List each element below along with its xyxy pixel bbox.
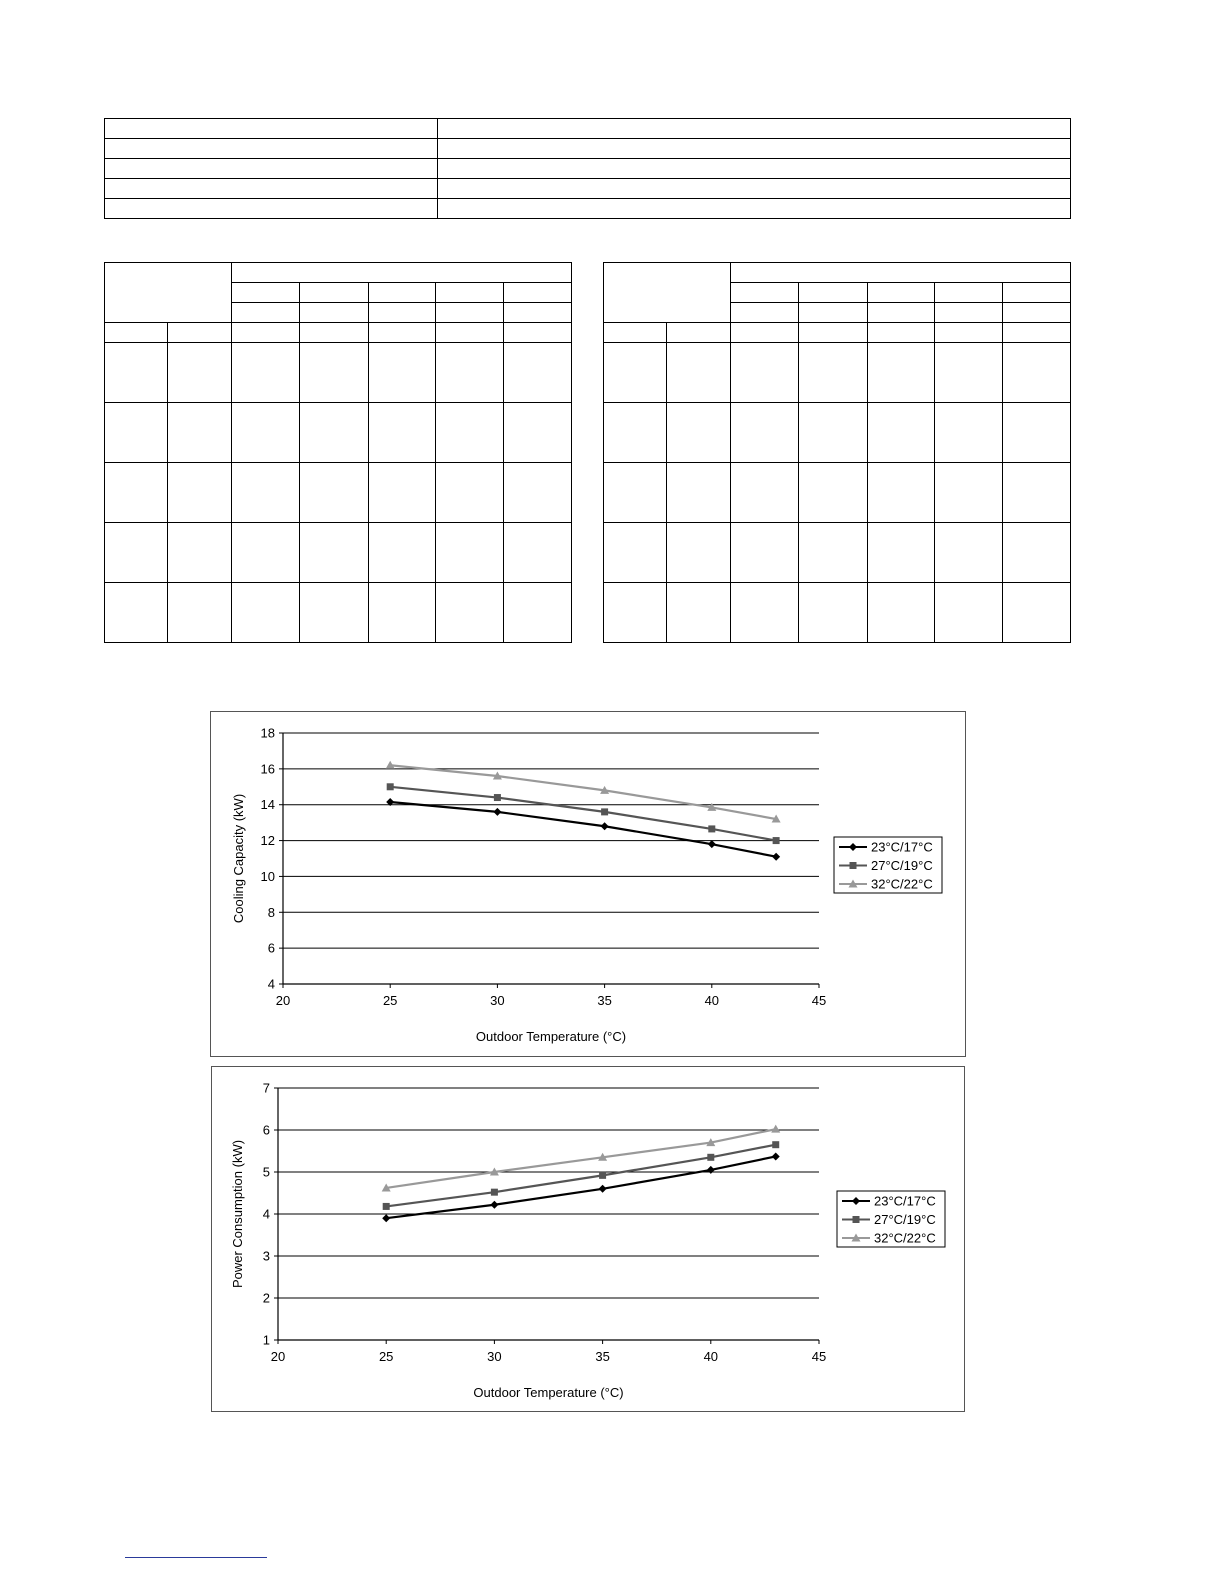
data-point [383, 1203, 390, 1210]
table-row [604, 583, 1071, 643]
table-row [105, 139, 1071, 159]
cooling-capacity-chart-svg [211, 712, 967, 1058]
table-row [105, 199, 1071, 219]
footer-rule [125, 1557, 267, 1558]
table-cell [667, 523, 731, 583]
x-tick-label: 35 [595, 1349, 610, 1364]
table-row [105, 119, 1071, 139]
table-cell [300, 323, 368, 343]
table-cell [168, 523, 232, 583]
table-cell [435, 463, 503, 523]
y-axis-label: Power Consumption (kW) [230, 1139, 245, 1289]
table-cell [168, 343, 232, 403]
legend-label: 32°C/22°C [871, 876, 933, 892]
table-cell [105, 323, 168, 343]
table-cell [368, 303, 435, 323]
power-consumption-chart [211, 1066, 965, 1412]
table-cell [105, 159, 438, 179]
table-cell [168, 583, 232, 643]
data-point [771, 1125, 780, 1133]
table-cell [438, 119, 1071, 139]
table-cell [300, 303, 368, 323]
table-row [105, 343, 572, 403]
table-cell [799, 323, 867, 343]
table-cell [667, 343, 731, 403]
data-point [707, 1154, 714, 1161]
data-point [493, 808, 501, 816]
table-cell [105, 583, 168, 643]
table-cell [934, 323, 1002, 343]
table-row [105, 159, 1071, 179]
y-tick-label: 16 [260, 761, 275, 777]
data-point [772, 853, 780, 861]
table-cell [731, 523, 799, 583]
table-cell [667, 323, 731, 343]
cooling-capacity-chart [210, 711, 966, 1057]
table-cell [934, 463, 1002, 523]
table-cell [368, 523, 435, 583]
x-tick-label: 25 [378, 1349, 394, 1364]
table-cell [435, 323, 503, 343]
table-cell [300, 463, 368, 523]
table-cell [731, 403, 799, 463]
data-point [494, 794, 501, 801]
x-tick-label: 30 [490, 993, 505, 1008]
table-cell [438, 139, 1071, 159]
table-cell [168, 403, 232, 463]
x-tick-label: 45 [811, 1349, 827, 1364]
table-cell [934, 583, 1002, 643]
data-point [601, 822, 609, 830]
legend-label: 27°C/19°C [871, 858, 933, 873]
table-row [105, 179, 1071, 199]
series-2 [383, 1141, 780, 1210]
table-cell [503, 323, 571, 343]
series-line [390, 787, 776, 841]
y-tick-label: 12 [260, 833, 275, 849]
table-cell [1002, 343, 1070, 403]
table-cell [300, 343, 368, 403]
y-tick-label: 7 [262, 1080, 270, 1096]
series-1 [386, 798, 780, 861]
table-cell [232, 523, 300, 583]
series-3 [382, 1125, 781, 1192]
table-cell [934, 523, 1002, 583]
table-cell [300, 403, 368, 463]
data-point [387, 783, 394, 790]
table-cell [438, 179, 1071, 199]
table-cell [867, 523, 934, 583]
table-cell [232, 303, 300, 323]
x-tick-label: 20 [270, 1349, 286, 1364]
table-row [604, 323, 1071, 343]
y-tick-label: 4 [267, 976, 275, 992]
table-cell [799, 283, 867, 303]
table-cell [1002, 323, 1070, 343]
table-row [105, 263, 572, 283]
power-consumption-chart-svg [212, 1067, 966, 1413]
table-cell [300, 523, 368, 583]
table-cell [368, 403, 435, 463]
table-cell [232, 323, 300, 343]
table-cell [731, 323, 799, 343]
legend-label: 27°C/19°C [874, 1212, 936, 1227]
table-row [105, 323, 572, 343]
table-cell [435, 303, 503, 323]
table-cell [435, 523, 503, 583]
series-1 [382, 1152, 780, 1222]
table-row [105, 463, 572, 523]
table-cell [368, 283, 435, 303]
table-cell [105, 403, 168, 463]
data-point [599, 1172, 606, 1179]
y-tick-label: 14 [260, 797, 275, 813]
x-tick-label: 40 [704, 993, 720, 1008]
data-point [599, 1185, 607, 1193]
table-cell [105, 199, 438, 219]
data-point [708, 825, 715, 832]
table-cell [435, 583, 503, 643]
legend-label: 23°C/17°C [874, 1193, 936, 1209]
table-cell [1002, 303, 1070, 323]
table-cell [105, 179, 438, 199]
table-row [604, 463, 1071, 523]
table-cell [435, 283, 503, 303]
table-cell [1002, 523, 1070, 583]
table-cell [867, 323, 934, 343]
spec-table [104, 118, 1071, 219]
table-cell [667, 403, 731, 463]
y-tick-label: 2 [262, 1290, 270, 1306]
table-cell [799, 463, 867, 523]
table-cell [799, 403, 867, 463]
y-tick-label: 5 [262, 1164, 270, 1180]
x-axis-label: Outdoor Temperature (°C) [473, 1385, 624, 1400]
table-cell [105, 263, 232, 323]
table-cell [604, 463, 667, 523]
series-line [386, 1156, 776, 1218]
data-point [382, 1214, 390, 1222]
table-row [604, 523, 1071, 583]
table-cell [105, 463, 168, 523]
table-row [105, 403, 572, 463]
legend [834, 837, 942, 893]
x-tick-label: 25 [382, 993, 398, 1008]
x-tick-label: 30 [487, 1349, 502, 1364]
table-cell [503, 303, 571, 323]
legend-marker [850, 862, 857, 869]
y-tick-label: 18 [260, 725, 275, 741]
table-cell [731, 303, 799, 323]
series-line [386, 1145, 776, 1207]
x-tick-label: 40 [703, 1349, 719, 1364]
data-point [491, 1189, 498, 1196]
table-row [604, 403, 1071, 463]
y-tick-label: 6 [267, 940, 275, 956]
table-cell [934, 303, 1002, 323]
table-cell [667, 463, 731, 523]
data-point [708, 840, 716, 848]
data-point [772, 1141, 779, 1148]
y-tick-label: 10 [260, 868, 275, 884]
table-cell [105, 523, 168, 583]
legend-marker [853, 1216, 860, 1223]
table-row [604, 343, 1071, 403]
table-cell [731, 263, 1071, 283]
data-point [601, 808, 608, 815]
table-cell [168, 463, 232, 523]
y-tick-label: 1 [262, 1332, 270, 1348]
table-cell [604, 523, 667, 583]
table-cell [799, 523, 867, 583]
table-cell [232, 583, 300, 643]
table-cell [604, 263, 731, 323]
table-row [604, 263, 1071, 283]
table-cell [435, 343, 503, 403]
table-cell [368, 323, 435, 343]
table-row [105, 583, 572, 643]
table-cell [105, 119, 438, 139]
data-point [773, 837, 780, 844]
x-axis-label: Outdoor Temperature (°C) [475, 1029, 627, 1044]
table-cell [368, 343, 435, 403]
performance-table-left [104, 262, 572, 643]
table-cell [232, 283, 300, 303]
legend-label: 23°C/17°C [871, 839, 933, 855]
table-cell [105, 343, 168, 403]
table-cell [1002, 583, 1070, 643]
table-cell [105, 139, 438, 159]
table-cell [368, 583, 435, 643]
table-cell [368, 463, 435, 523]
table-cell [604, 583, 667, 643]
data-point [490, 1201, 498, 1209]
table-cell [731, 283, 799, 303]
table-cell [300, 583, 368, 643]
table-cell [1002, 463, 1070, 523]
table-cell [232, 463, 300, 523]
x-tick-label: 35 [597, 993, 612, 1008]
table-cell [168, 323, 232, 343]
table-cell [1002, 403, 1070, 463]
y-tick-label: 3 [262, 1248, 270, 1264]
table-cell [867, 403, 934, 463]
table-cell [867, 343, 934, 403]
table-cell [731, 343, 799, 403]
table-cell [731, 583, 799, 643]
data-point [707, 1166, 715, 1174]
table-cell [934, 283, 1002, 303]
table-cell [232, 403, 300, 463]
legend-label: 32°C/22°C [874, 1230, 936, 1246]
y-axis-label: Cooling Capacity (kW) [231, 793, 246, 924]
series-2 [387, 783, 780, 844]
table-cell [604, 403, 667, 463]
table-cell [867, 303, 934, 323]
y-tick-label: 6 [262, 1122, 270, 1138]
table-cell [503, 583, 571, 643]
x-tick-label: 20 [275, 993, 291, 1008]
legend [837, 1191, 945, 1247]
table-cell [799, 303, 867, 323]
table-cell [435, 403, 503, 463]
table-cell [731, 463, 799, 523]
table-cell [799, 343, 867, 403]
table-row [105, 523, 572, 583]
performance-table-right [603, 262, 1071, 643]
table-cell [604, 343, 667, 403]
table-cell [867, 463, 934, 523]
table-cell [232, 343, 300, 403]
table-cell [867, 583, 934, 643]
table-cell [300, 283, 368, 303]
y-tick-label: 4 [262, 1206, 270, 1222]
table-cell [934, 403, 1002, 463]
y-tick-label: 8 [267, 904, 275, 920]
data-point [772, 1152, 780, 1160]
table-cell [667, 583, 731, 643]
table-cell [503, 403, 571, 463]
table-cell [604, 323, 667, 343]
table-cell [867, 283, 934, 303]
table-cell [799, 583, 867, 643]
table-cell [503, 283, 571, 303]
table-cell [438, 199, 1071, 219]
table-cell [1002, 283, 1070, 303]
table-cell [232, 263, 572, 283]
table-cell [503, 343, 571, 403]
table-cell [934, 343, 1002, 403]
table-cell [438, 159, 1071, 179]
x-tick-label: 45 [811, 993, 827, 1008]
table-cell [503, 463, 571, 523]
table-cell [503, 523, 571, 583]
